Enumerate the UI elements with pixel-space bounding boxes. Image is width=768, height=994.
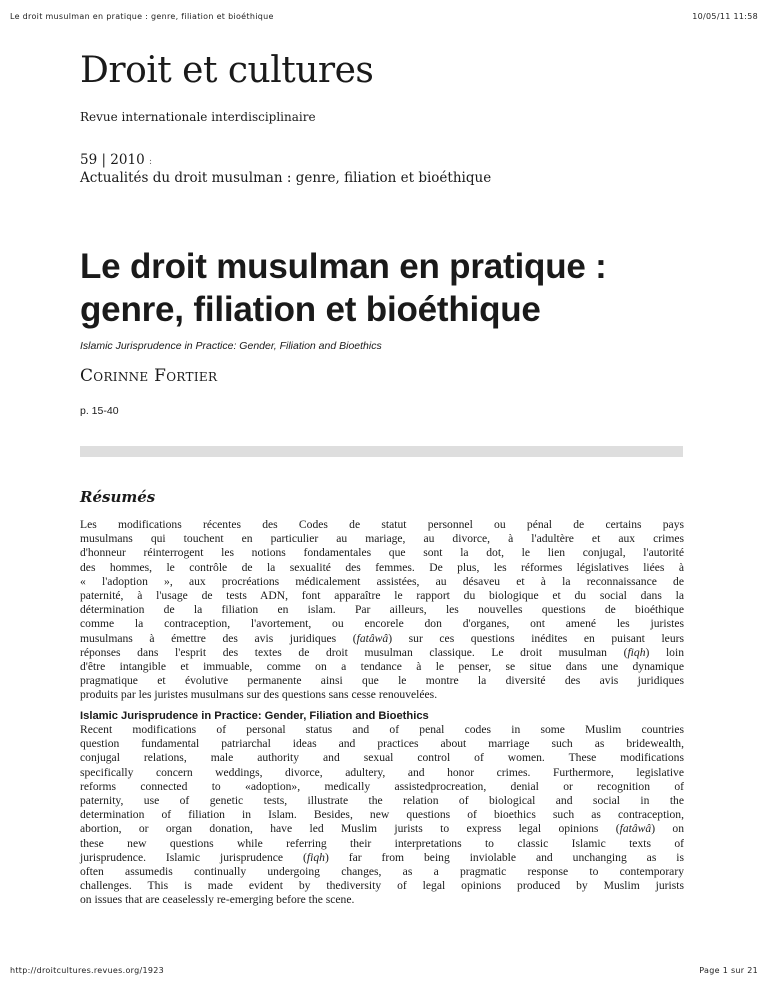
journal-title[interactable]: Droit et cultures (80, 50, 374, 91)
abstract-line: « l'adoption », aux procréations médicalement assistées, au désaveu et à la reconnaissance de (80, 574, 684, 588)
article-title-line-2: genre, filiation et bioéthique (80, 290, 541, 329)
article-title (80, 245, 700, 331)
abstract-line: jurisprudence. Islamic jurisprudence (fiqh) far from being inviolable and unchanging as is (80, 850, 685, 864)
section-divider-bar (80, 446, 683, 457)
abstract-line: challenges. This is made evident by thediversity of legal opinions produced by Muslim jurists (80, 879, 684, 893)
abstract-line: produits par les juristes musulmans sur des questions sans cesse renouvelées. (80, 688, 438, 702)
abstract-fr (80, 518, 684, 703)
print-footer (10, 966, 758, 975)
abstract-line: on issues that are ceaselessly re-emerging before the scene. (80, 893, 355, 907)
abstract-line: paternity, use of genetic tests, illustrate the relation of biological and social in the (80, 794, 684, 808)
abstract-line: d'honneur réinterrogent les notions fondamentales que sont la dot, le lien conjugal, l'autorité (80, 546, 684, 560)
print-header (10, 12, 758, 21)
abstract-line: Les modifications récentes des Codes de statut personnel ou pénal de certains pays (80, 518, 684, 531)
issue-number-line (80, 152, 152, 168)
abstract-line: détermination de la filiation en islam. Par ailleurs, les nouvelles questions de bioéthique (80, 603, 684, 617)
abstract-line: specifically concern weddings, divorce, adultery, and honor crimes. Furthermore, legislative (80, 765, 684, 779)
abstract-line: pragmatique et évolutive permanente ainsi que le montre la diversité des avis juridiques (80, 674, 684, 688)
abstract-line: Recent modifications of personal status and of penal codes in some Muslim countries (80, 723, 684, 736)
abstract-line: question fundamental patriarchal ideas and practices about marriage such as bridewealth, (80, 737, 684, 751)
print-header-datetime: 10/05/11 11:58 (692, 12, 758, 21)
issue-title[interactable]: Actualités du droit musulman : genre, filiation et bioéthique (80, 170, 492, 186)
abstract-line: reforms connected to «adoption», medically assistedprocreation, denial or recognition of (80, 779, 684, 793)
author-name[interactable]: Corinne Fortier (80, 366, 218, 386)
abstract-line: comme la contraception, l'avortement, ou encorele don d'organes, ont amené les juristes (80, 617, 684, 631)
abstract-line: abortion, or organ donation, have led Muslim jurists to express legal opinions (fatâwâ) on (80, 822, 684, 836)
abstract-line: determination of filiation in Islam. Besides, new questions of bioethics such as contraception, (80, 808, 684, 822)
abstract-line: réponses dans l'esprit des textes de droit musulman classique. Le droit musulman (fiqh) loin (80, 645, 684, 659)
abstract-line: these new questions while referring their interpretations to classic Islamic texts of (80, 836, 684, 850)
abstract-line: often assumedis continually undergoing changes, as a pragmatic response to contemporary (80, 865, 684, 879)
article-subtitle: Islamic Jurisprudence in Practice: Gender, Filiation and Bioethics (80, 340, 382, 352)
abstract-line: musulmans qui touchent en particulier au mariage, au divorce, à l'adultère et aux crimes (80, 532, 684, 546)
abstract-line: musulmans à émettre des avis juridiques (fatâwâ) sur ces questions inédites en puisant leurs (80, 631, 684, 645)
abstract-line: paternité, à l'usage de tests ADN, font apparaître le rapport du biologique et du social dans la (80, 589, 684, 603)
resumes-heading: Résumés (80, 488, 156, 506)
journal-subtitle: Revue internationale interdisciplinaire (80, 110, 316, 124)
print-header-title: Le droit musulman en pratique : genre, filiation et bioéthique (10, 12, 274, 21)
abstract-line: conjugal relations, male authority and sexual control of women. These modifications (80, 751, 684, 765)
print-footer-page-count: Page 1 sur 21 (699, 966, 758, 975)
abstract-line: des hommes, le contrôle de la sexualité des femmes. De plus, les réformes législatives liées à (80, 560, 684, 574)
page-range: p. 15-40 (80, 405, 119, 417)
issue-number[interactable]: 59 | 2010 (80, 152, 145, 168)
abstract-en-title: Islamic Jurisprudence in Practice: Gender, Filiation and Bioethics (80, 710, 429, 722)
abstract-line: d'être intangible et immuable, comme on a tendance à le penser, se situe dans une dynamique (80, 660, 684, 674)
print-footer-url: http://droitcultures.revues.org/1923 (10, 966, 165, 975)
abstract-en (80, 723, 684, 908)
issue-separator: : (148, 157, 153, 167)
article-title-line-1: Le droit musulman en pratique : (80, 247, 607, 286)
